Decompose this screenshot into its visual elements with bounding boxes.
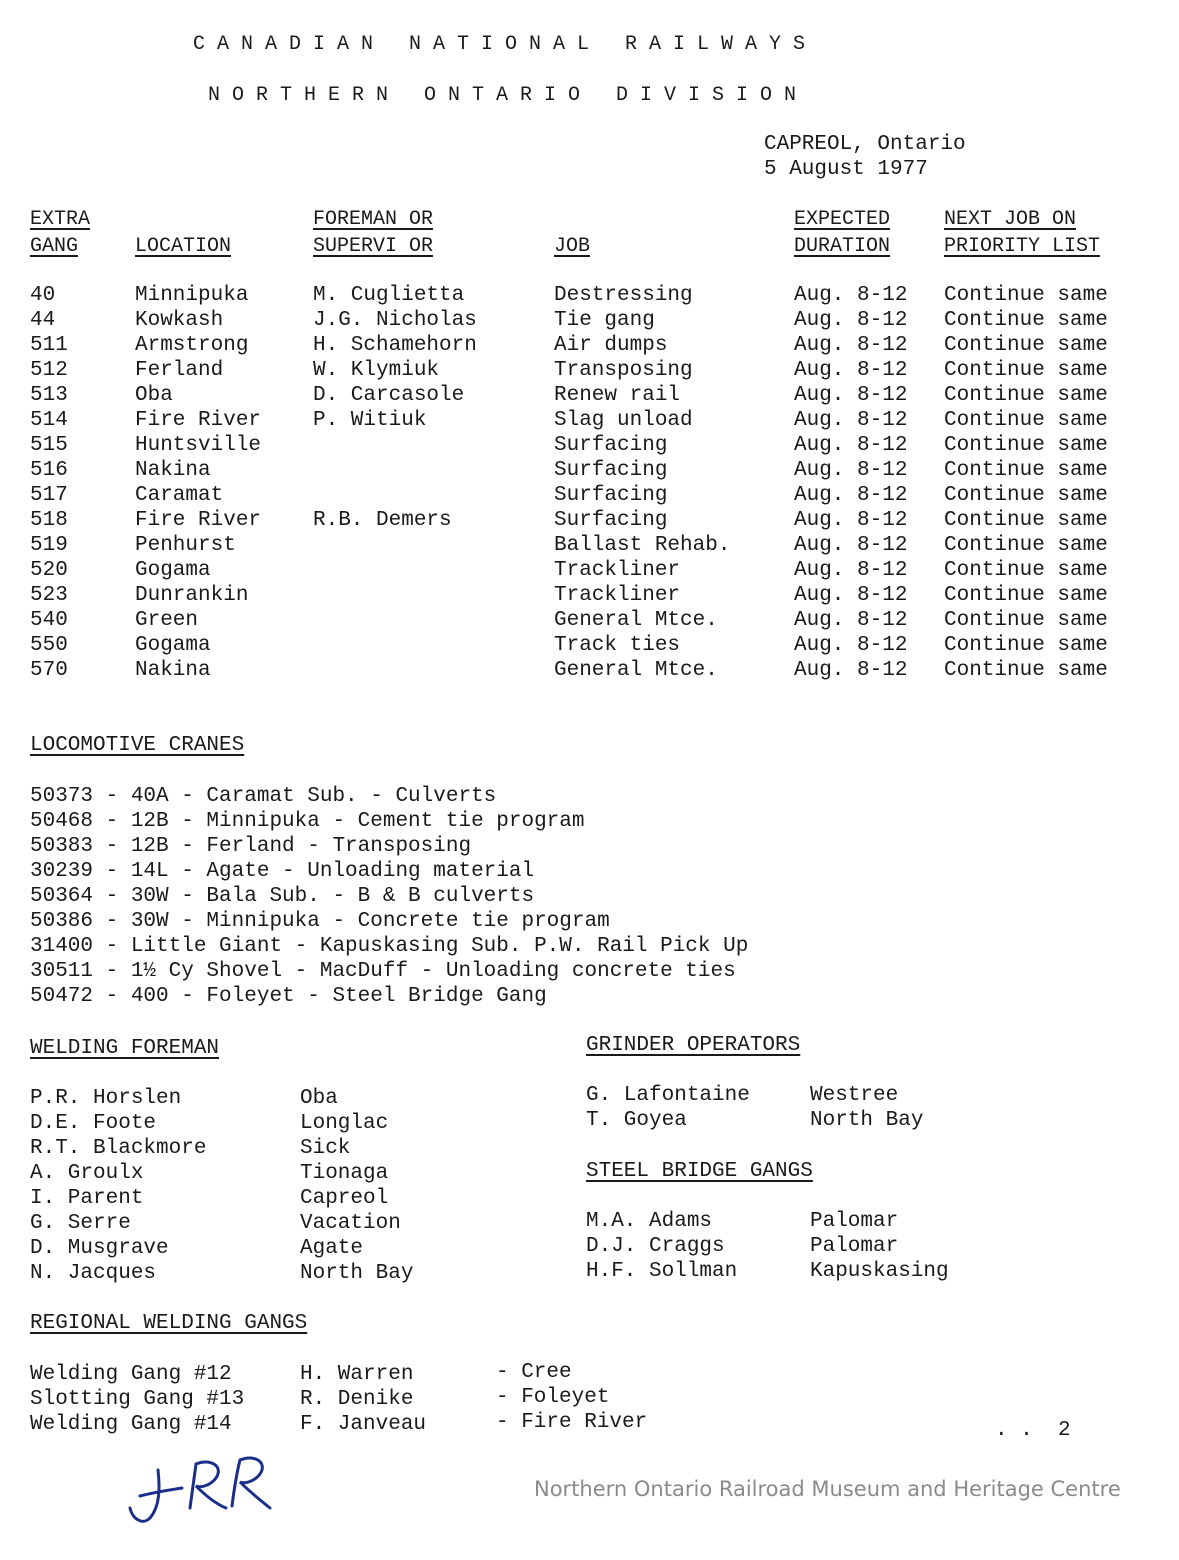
cell-duration: Aug. 8-12	[794, 284, 908, 307]
cell-location: Fire River	[135, 509, 262, 532]
division-title: NORTHERN ONTARIO DIVISION	[208, 84, 809, 107]
cell-duration: Aug. 8-12	[794, 509, 908, 532]
company-title: CANADIAN NATIONAL RAILWAYS	[193, 33, 818, 56]
cell-next: Continue same	[944, 509, 1108, 532]
cell-duration: Aug. 8-12	[794, 384, 908, 407]
cell-gang: 518	[30, 509, 68, 532]
table-row	[0, 483, 1179, 508]
cell-location: Nakina	[135, 659, 211, 682]
cell-gang: 523	[30, 584, 68, 607]
regional-gang-place: - Cree	[496, 1361, 572, 1384]
table-row	[0, 283, 1179, 308]
cell-job: Ballast Rehab.	[554, 534, 731, 557]
regional-names	[300, 1362, 426, 1437]
table-row	[0, 658, 1179, 683]
cell-gang: 516	[30, 459, 68, 482]
cell-duration: Aug. 8-12	[794, 534, 908, 557]
cell-next: Continue same	[944, 434, 1108, 457]
cell-next: Continue same	[944, 609, 1108, 632]
cell-gang: 512	[30, 359, 68, 382]
steel-gang-name: M.A. Adams	[586, 1210, 713, 1233]
steel-places	[810, 1209, 949, 1284]
cell-duration: Aug. 8-12	[794, 309, 908, 332]
cell-next: Continue same	[944, 284, 1108, 307]
cell-duration: Aug. 8-12	[794, 634, 908, 657]
cell-job: General Mtce.	[554, 609, 718, 632]
cell-gang: 540	[30, 609, 68, 632]
cell-next: Continue same	[944, 534, 1108, 557]
cell-next: Continue same	[944, 484, 1108, 507]
regional-gang-foreman: F. Janveau	[300, 1413, 427, 1436]
cell-duration: Aug. 8-12	[794, 334, 908, 357]
welding-foreman-place: North Bay	[300, 1262, 414, 1285]
table-row	[0, 333, 1179, 358]
col-header-foreman: FOREMAN OR SUPERVI OR	[313, 208, 434, 258]
cell-next: Continue same	[944, 659, 1108, 682]
welding-foreman-place: Longlac	[300, 1112, 389, 1135]
crane-item: 50373 - 40A - Caramat Sub. - Culverts	[30, 785, 497, 808]
cell-location: Caramat	[135, 484, 224, 507]
cell-job: Trackliner	[554, 584, 681, 607]
cell-gang: 514	[30, 409, 68, 432]
table-row	[0, 383, 1179, 408]
welding-foreman-place: Agate	[300, 1237, 364, 1260]
cell-location: Dunrankin	[135, 584, 249, 607]
cell-job: Surfacing	[554, 509, 668, 532]
welding-names	[30, 1086, 206, 1286]
table-row	[0, 558, 1179, 583]
cell-foreman: J.G. Nicholas	[313, 309, 477, 332]
steel-title: STEEL BRIDGE GANGS	[586, 1160, 813, 1183]
regional-gang-label: Welding Gang #12	[30, 1363, 232, 1386]
col-header-next-job: NEXT JOB ON PRIORITY LIST	[944, 208, 1101, 258]
table-row	[0, 508, 1179, 533]
cell-gang: 40	[30, 284, 56, 307]
welding-foreman-name: D. Musgrave	[30, 1237, 169, 1260]
steel-gang-name: H.F. Sollman	[586, 1260, 738, 1283]
steel-gang-place: Palomar	[810, 1235, 899, 1258]
cranes-title: LOCOMOTIVE CRANES	[30, 734, 245, 757]
cell-duration: Aug. 8-12	[794, 459, 908, 482]
crane-item: 30239 - 14L - Agate - Unloading material	[30, 860, 535, 883]
cell-gang: 520	[30, 559, 68, 582]
steel-gang-place: Kapuskasing	[810, 1260, 949, 1283]
place-line: CAPREOL, Ontario	[764, 133, 966, 156]
cell-job: Renew rail	[554, 384, 681, 407]
cell-duration: Aug. 8-12	[794, 434, 908, 457]
table-row	[0, 433, 1179, 458]
table-row	[0, 408, 1179, 433]
cell-next: Continue same	[944, 559, 1108, 582]
table-row	[0, 608, 1179, 633]
cell-foreman: H. Schamehorn	[313, 334, 477, 357]
cell-gang: 519	[30, 534, 68, 557]
grinder-operator-name: G. Lafontaine	[586, 1084, 750, 1107]
cell-duration: Aug. 8-12	[794, 584, 908, 607]
steel-gang-name: D.J. Craggs	[586, 1235, 725, 1258]
cell-next: Continue same	[944, 384, 1108, 407]
cell-foreman: D. Carcasole	[313, 384, 465, 407]
cell-gang: 517	[30, 484, 68, 507]
welding-foreman-name: D.E. Foote	[30, 1112, 157, 1135]
welding-foreman-name: P.R. Horslen	[30, 1087, 182, 1110]
grinder-operator-place: Westree	[810, 1084, 899, 1107]
cell-duration: Aug. 8-12	[794, 559, 908, 582]
cell-location: Nakina	[135, 459, 211, 482]
regional-gangs	[30, 1362, 244, 1437]
cell-duration: Aug. 8-12	[794, 609, 908, 632]
regional-places	[496, 1360, 647, 1435]
cell-job: Surfacing	[554, 484, 668, 507]
cell-job: Slag unload	[554, 409, 693, 432]
cell-next: Continue same	[944, 459, 1108, 482]
welding-foreman-name: N. Jacques	[30, 1262, 157, 1285]
cell-next: Continue same	[944, 634, 1108, 657]
crane-item: 31400 - Little Giant - Kapuskasing Sub. P.W. Rail Pick Up	[30, 935, 749, 958]
cell-gang: 44	[30, 309, 56, 332]
cell-location: Ferland	[135, 359, 224, 382]
cell-location: Kowkash	[135, 309, 224, 332]
cell-job: Destressing	[554, 284, 693, 307]
table-row	[0, 533, 1179, 558]
col-header-location: LOCATION	[135, 235, 232, 258]
table-row	[0, 633, 1179, 658]
grinder-title: GRINDER OPERATORS	[586, 1034, 801, 1057]
cell-duration: Aug. 8-12	[794, 359, 908, 382]
crane-item: 50468 - 12B - Minnipuka - Cement tie program	[30, 810, 585, 833]
cell-gang: 570	[30, 659, 68, 682]
crane-item: 50364 - 30W - Bala Sub. - B & B culverts	[30, 885, 535, 908]
cell-job: Air dumps	[554, 334, 668, 357]
page-marker: . . 2	[995, 1419, 1071, 1442]
crane-item: 50383 - 12B - Ferland - Transposing	[30, 835, 472, 858]
welding-foreman-name: I. Parent	[30, 1187, 144, 1210]
cell-location: Gogama	[135, 634, 211, 657]
welding-foreman-place: Capreol	[300, 1187, 389, 1210]
col-header-duration: EXPECTED DURATION	[794, 208, 891, 258]
cell-foreman: W. Klymiuk	[313, 359, 440, 382]
table-row	[0, 358, 1179, 383]
cell-next: Continue same	[944, 309, 1108, 332]
watermark: Northern Ontario Railroad Museum and Heritage Centre	[534, 1477, 1121, 1501]
welding-foreman-place: Tionaga	[300, 1162, 389, 1185]
regional-gang-label: Slotting Gang #13	[30, 1388, 245, 1411]
welding-title: WELDING FOREMAN	[30, 1037, 220, 1060]
welding-foreman-name: R.T. Blackmore	[30, 1137, 207, 1160]
cell-location: Minnipuka	[135, 284, 249, 307]
cell-duration: Aug. 8-12	[794, 659, 908, 682]
cell-location: Fire River	[135, 409, 262, 432]
cell-job: Track ties	[554, 634, 681, 657]
welding-foreman-name: G. Serre	[30, 1212, 131, 1235]
cell-gang: 511	[30, 334, 68, 357]
cell-duration: Aug. 8-12	[794, 484, 908, 507]
welding-foreman-place: Sick	[300, 1137, 351, 1160]
cell-job: Trackliner	[554, 559, 681, 582]
cell-next: Continue same	[944, 359, 1108, 382]
cell-location: Penhurst	[135, 534, 236, 557]
cell-next: Continue same	[944, 334, 1108, 357]
cell-location: Armstrong	[135, 334, 249, 357]
cell-gang: 550	[30, 634, 68, 657]
cell-gang: 515	[30, 434, 68, 457]
grinder-operator-name: T. Goyea	[586, 1109, 687, 1132]
regional-gang-label: Welding Gang #14	[30, 1413, 232, 1436]
steel-names	[586, 1209, 737, 1284]
crane-item: 30511 - 1½ Cy Shovel - MacDuff - Unloading concrete ties	[30, 960, 736, 983]
welding-foreman-place: Oba	[300, 1087, 338, 1110]
regional-title: REGIONAL WELDING GANGS	[30, 1312, 308, 1335]
cell-next: Continue same	[944, 409, 1108, 432]
cranes-list	[30, 784, 748, 1009]
cell-location: Green	[135, 609, 199, 632]
cell-gang: 513	[30, 384, 68, 407]
cell-foreman: M. Cuglietta	[313, 284, 465, 307]
crane-item: 50472 - 400 - Foleyet - Steel Bridge Gang	[30, 985, 547, 1008]
welding-foreman-place: Vacation	[300, 1212, 401, 1235]
grinder-places	[810, 1083, 923, 1133]
grinder-names	[586, 1083, 750, 1133]
cell-job: Surfacing	[554, 434, 668, 457]
cell-job: Transposing	[554, 359, 693, 382]
regional-gang-foreman: H. Warren	[300, 1363, 414, 1386]
cell-job: Surfacing	[554, 459, 668, 482]
table-row	[0, 583, 1179, 608]
crane-item: 50386 - 30W - Minnipuka - Concrete tie program	[30, 910, 610, 933]
table-row	[0, 308, 1179, 333]
grinder-operator-place: North Bay	[810, 1109, 924, 1132]
regional-gang-place: - Fire River	[496, 1411, 648, 1434]
table-row	[0, 458, 1179, 483]
col-header-gang: EXTRA GANG	[30, 208, 91, 258]
steel-gang-place: Palomar	[810, 1210, 899, 1233]
cell-location: Huntsville	[135, 434, 262, 457]
welding-foreman-name: A. Groulx	[30, 1162, 144, 1185]
col-header-job: JOB	[554, 235, 591, 258]
cell-job: General Mtce.	[554, 659, 718, 682]
cell-location: Oba	[135, 384, 173, 407]
cell-next: Continue same	[944, 584, 1108, 607]
cell-foreman: P. Witiuk	[313, 409, 427, 432]
cell-location: Gogama	[135, 559, 211, 582]
regional-gang-foreman: R. Denike	[300, 1388, 414, 1411]
signature-initials	[120, 1448, 290, 1533]
date-line: 5 August 1977	[764, 158, 928, 181]
cell-duration: Aug. 8-12	[794, 409, 908, 432]
regional-gang-place: - Foleyet	[496, 1386, 610, 1409]
welding-places	[300, 1086, 413, 1286]
cell-job: Tie gang	[554, 309, 655, 332]
cell-foreman: R.B. Demers	[313, 509, 452, 532]
